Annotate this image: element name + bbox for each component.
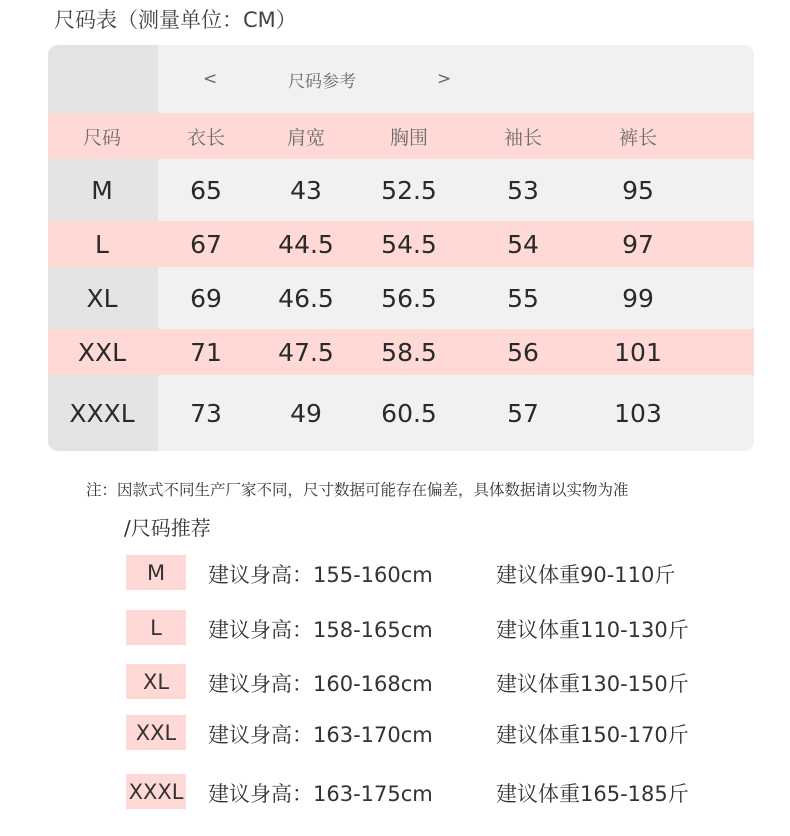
pants-length-cell: 101 [614,337,662,367]
size-cell: XL [86,283,118,313]
height-recommendation: 建议身高：163-170cm [208,723,433,747]
recommend-title: /尺码推荐 [124,516,211,540]
disclaimer-note: 注：因款式不同生产厂家不同，尺寸数据可能存在偏差，具体数据请以实物为准 [86,481,629,499]
prev-arrow-button[interactable]: < [203,69,218,89]
header-shoulder: 肩宽 [286,126,326,149]
length-cell: 65 [190,175,222,205]
sleeve-cell: 57 [507,398,539,428]
size-badge: XL [126,664,186,699]
height-recommendation: 建议身高：155-160cm [208,563,433,587]
size-badge: XXXL [126,774,186,809]
table-nav-row [48,45,754,113]
next-arrow-button[interactable]: > [437,69,452,89]
pants-length-cell: 103 [614,398,662,428]
table-row [48,329,754,375]
size-badge: L [126,610,186,645]
shoulder-cell: 44.5 [278,229,334,259]
table-row [48,375,754,451]
length-cell: 67 [190,229,222,259]
size-badge: XXL [126,715,186,750]
chest-cell: 56.5 [381,283,437,313]
sleeve-cell: 53 [507,175,539,205]
length-cell: 69 [190,283,222,313]
header-pants-length: 裤长 [618,126,658,149]
chest-cell: 60.5 [381,398,437,428]
header-size: 尺码 [82,126,122,149]
size-cell: XXXL [69,398,135,428]
table-nav-label: 尺码参考 [288,71,356,92]
chest-cell: 58.5 [381,337,437,367]
sleeve-cell: 56 [507,337,539,367]
weight-recommendation: 建议体重110-130斤 [496,618,689,642]
sleeve-cell: 54 [507,229,539,259]
shoulder-cell: 49 [290,398,322,428]
size-cell: XXL [77,337,127,367]
shoulder-cell: 47.5 [278,337,334,367]
pants-length-cell: 95 [622,175,654,205]
size-chart-table [48,45,754,451]
table-row [48,159,754,221]
length-cell: 73 [190,398,222,428]
chest-cell: 52.5 [381,175,437,205]
height-recommendation: 建议身高：163-175cm [208,782,433,806]
table-header-row [48,113,754,159]
page-title: 尺码表（测量单位：CM） [54,8,297,32]
shoulder-cell: 43 [290,175,322,205]
size-badge: M [126,555,186,590]
header-length: 衣长 [186,126,226,149]
weight-recommendation: 建议体重90-110斤 [496,563,676,587]
height-recommendation: 建议身高：158-165cm [208,618,433,642]
pants-length-cell: 99 [622,283,654,313]
header-sleeve: 袖长 [503,126,543,149]
header-chest: 胸围 [389,126,429,149]
weight-recommendation: 建议体重165-185斤 [496,782,689,806]
height-recommendation: 建议身高：160-168cm [208,672,433,696]
size-cell: M [91,175,113,205]
table-row [48,221,754,267]
chest-cell: 54.5 [381,229,437,259]
sleeve-cell: 55 [507,283,539,313]
length-cell: 71 [190,337,222,367]
table-row [48,267,754,329]
size-cell: L [95,229,109,259]
weight-recommendation: 建议体重130-150斤 [496,672,689,696]
weight-recommendation: 建议体重150-170斤 [496,723,689,747]
shoulder-cell: 46.5 [278,283,334,313]
pants-length-cell: 97 [622,229,654,259]
